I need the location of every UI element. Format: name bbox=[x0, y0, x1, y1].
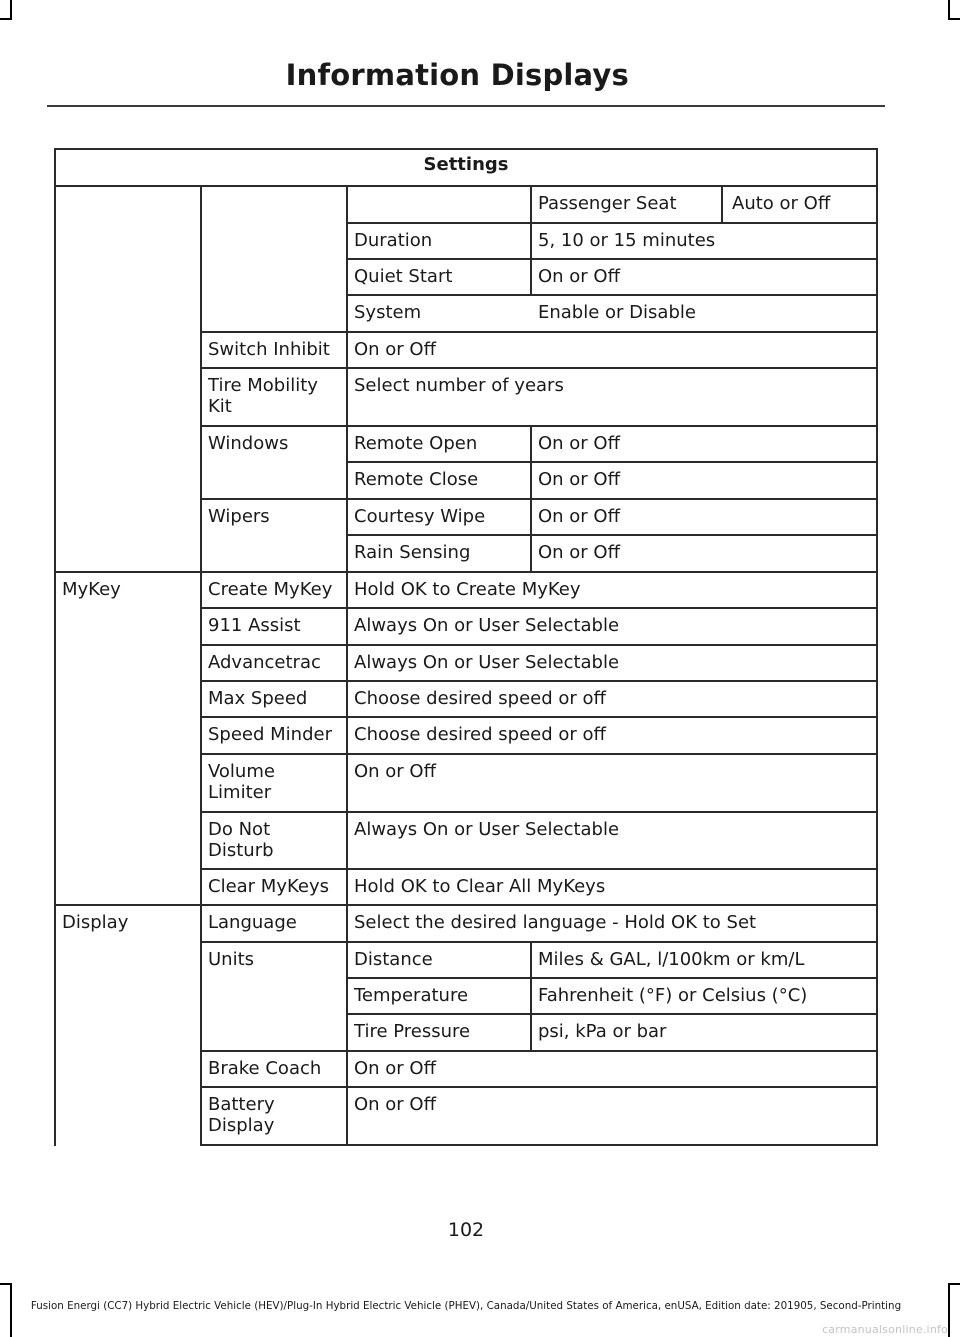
table-cell: Disturb bbox=[208, 840, 274, 861]
table-cell: Switch Inhibit bbox=[208, 339, 330, 360]
settings-table bbox=[54, 148, 878, 1146]
table-cell: Language bbox=[208, 912, 297, 933]
table-rule bbox=[346, 294, 878, 296]
table-cell: On or Off bbox=[538, 433, 621, 454]
table-rule bbox=[54, 904, 878, 906]
table-rule bbox=[200, 607, 878, 609]
table-cell: On or Off bbox=[538, 542, 621, 563]
table-cell: Windows bbox=[208, 433, 289, 454]
table-cell: Clear MyKeys bbox=[208, 876, 329, 897]
table-cell: On or Off bbox=[354, 761, 437, 782]
table-rule bbox=[346, 1013, 878, 1015]
table-border bbox=[54, 148, 878, 150]
crop-mark bbox=[948, 1283, 950, 1337]
table-cell: Remote Close bbox=[354, 469, 479, 490]
table-cell: Create MyKey bbox=[208, 579, 333, 600]
crop-mark bbox=[0, 18, 12, 20]
table-cell: System bbox=[354, 302, 422, 323]
table-cell: Tire Mobility bbox=[208, 375, 318, 396]
table-rule bbox=[346, 977, 878, 979]
table-cell: Select the desired language - Hold OK to Set bbox=[354, 912, 757, 933]
table-cell: Rain Sensing bbox=[354, 542, 471, 563]
table-cell: On or Off bbox=[538, 266, 621, 287]
table-rule bbox=[346, 534, 878, 536]
table-cell: Choose desired speed or off bbox=[354, 724, 606, 745]
crop-mark bbox=[0, 1283, 12, 1285]
table-cell: Advancetrac bbox=[208, 652, 321, 673]
table-rule bbox=[54, 185, 878, 187]
table-rule bbox=[200, 680, 878, 682]
table-rule bbox=[346, 185, 348, 1146]
table-cell: On or Off bbox=[538, 469, 621, 490]
table-rule bbox=[200, 716, 878, 718]
table-cell: Limiter bbox=[208, 782, 272, 803]
table-rule bbox=[54, 571, 878, 573]
page-title: Information Displays bbox=[285, 58, 629, 92]
table-rule bbox=[200, 644, 878, 646]
table-rule bbox=[200, 1144, 878, 1146]
table-cell: Hold OK to Create MyKey bbox=[354, 579, 581, 600]
table-cell: Brake Coach bbox=[208, 1058, 322, 1079]
table-cell: 5, 10 or 15 minutes bbox=[538, 230, 716, 251]
table-rule bbox=[346, 461, 878, 463]
table-cell: Fahrenheit (°F) or Celsius (°C) bbox=[538, 985, 808, 1006]
table-cell: Passenger Seat bbox=[538, 193, 677, 214]
table-cell: Distance bbox=[354, 949, 433, 970]
table-cell: Auto or Off bbox=[732, 193, 831, 214]
table-rule bbox=[200, 425, 878, 427]
footer-text: Fusion Energi (CC7) Hybrid Electric Vehicle (HEV)/Plug-In Hybrid Electric Vehicle (PHEV), Canada/United States of America, enUSA, Edition date: 201905, Second-Printing bbox=[30, 1300, 902, 1312]
table-cell: Duration bbox=[354, 230, 433, 251]
table-cell: Volume bbox=[208, 761, 275, 782]
crop-mark bbox=[948, 1283, 960, 1285]
table-cell: Always On or User Selectable bbox=[354, 819, 620, 840]
table-rule bbox=[200, 1086, 878, 1088]
table-rule bbox=[346, 222, 878, 224]
table-rule bbox=[200, 753, 878, 755]
table-rule bbox=[200, 811, 878, 813]
crop-mark bbox=[948, 0, 950, 20]
table-cell: Hold OK to Clear All MyKeys bbox=[354, 876, 606, 897]
table-cell: Choose desired speed or off bbox=[354, 688, 606, 709]
table-cell: Speed Minder bbox=[208, 724, 332, 745]
table-rule bbox=[200, 331, 878, 333]
watermark: carmanualsonline.info bbox=[822, 1323, 948, 1336]
table-cell: On or Off bbox=[538, 506, 621, 527]
crop-mark bbox=[10, 0, 12, 20]
table-cell: Wipers bbox=[208, 506, 270, 527]
table-rule bbox=[530, 425, 532, 571]
table-rule bbox=[200, 941, 878, 943]
table-cell: Temperature bbox=[354, 985, 469, 1006]
table-cell: Battery bbox=[208, 1094, 275, 1115]
table-rule bbox=[200, 868, 878, 870]
table-title: Settings bbox=[423, 154, 509, 175]
table-cell: Remote Open bbox=[354, 433, 478, 454]
table-border bbox=[54, 148, 56, 1146]
page-number: 102 bbox=[447, 1219, 485, 1241]
table-cell: Select number of years bbox=[354, 375, 564, 396]
table-cell: 911 Assist bbox=[208, 615, 301, 636]
table-cell: On or Off bbox=[354, 1094, 437, 1115]
table-cell: Max Speed bbox=[208, 688, 308, 709]
table-cell: Do Not bbox=[208, 819, 271, 840]
table-cell: psi, kPa or bar bbox=[538, 1021, 667, 1042]
table-cell: Enable or Disable bbox=[538, 302, 696, 323]
table-border bbox=[876, 148, 878, 1146]
table-rule bbox=[530, 941, 532, 1050]
table-rule bbox=[721, 185, 723, 222]
table-rule bbox=[200, 498, 878, 500]
table-cell: Display bbox=[208, 1115, 275, 1136]
table-rule bbox=[530, 185, 532, 295]
table-cell: Units bbox=[208, 949, 255, 970]
crop-mark bbox=[948, 18, 960, 20]
table-cell: Tire Pressure bbox=[354, 1021, 471, 1042]
table-rule bbox=[200, 367, 878, 369]
table-cell: Display bbox=[62, 912, 129, 933]
table-cell: On or Off bbox=[354, 339, 437, 360]
table-cell: Quiet Start bbox=[354, 266, 453, 287]
table-cell: Courtesy Wipe bbox=[354, 506, 486, 527]
table-cell: On or Off bbox=[354, 1058, 437, 1079]
table-cell: MyKey bbox=[62, 579, 121, 600]
table-cell: Miles & GAL, l/100km or km/L bbox=[538, 949, 805, 970]
table-rule bbox=[200, 185, 202, 1146]
table-rule bbox=[346, 258, 878, 260]
title-divider bbox=[47, 105, 885, 107]
table-rule bbox=[200, 1050, 878, 1052]
table-cell: Always On or User Selectable bbox=[354, 615, 620, 636]
table-cell: Kit bbox=[208, 396, 232, 417]
table-cell: Always On or User Selectable bbox=[354, 652, 620, 673]
